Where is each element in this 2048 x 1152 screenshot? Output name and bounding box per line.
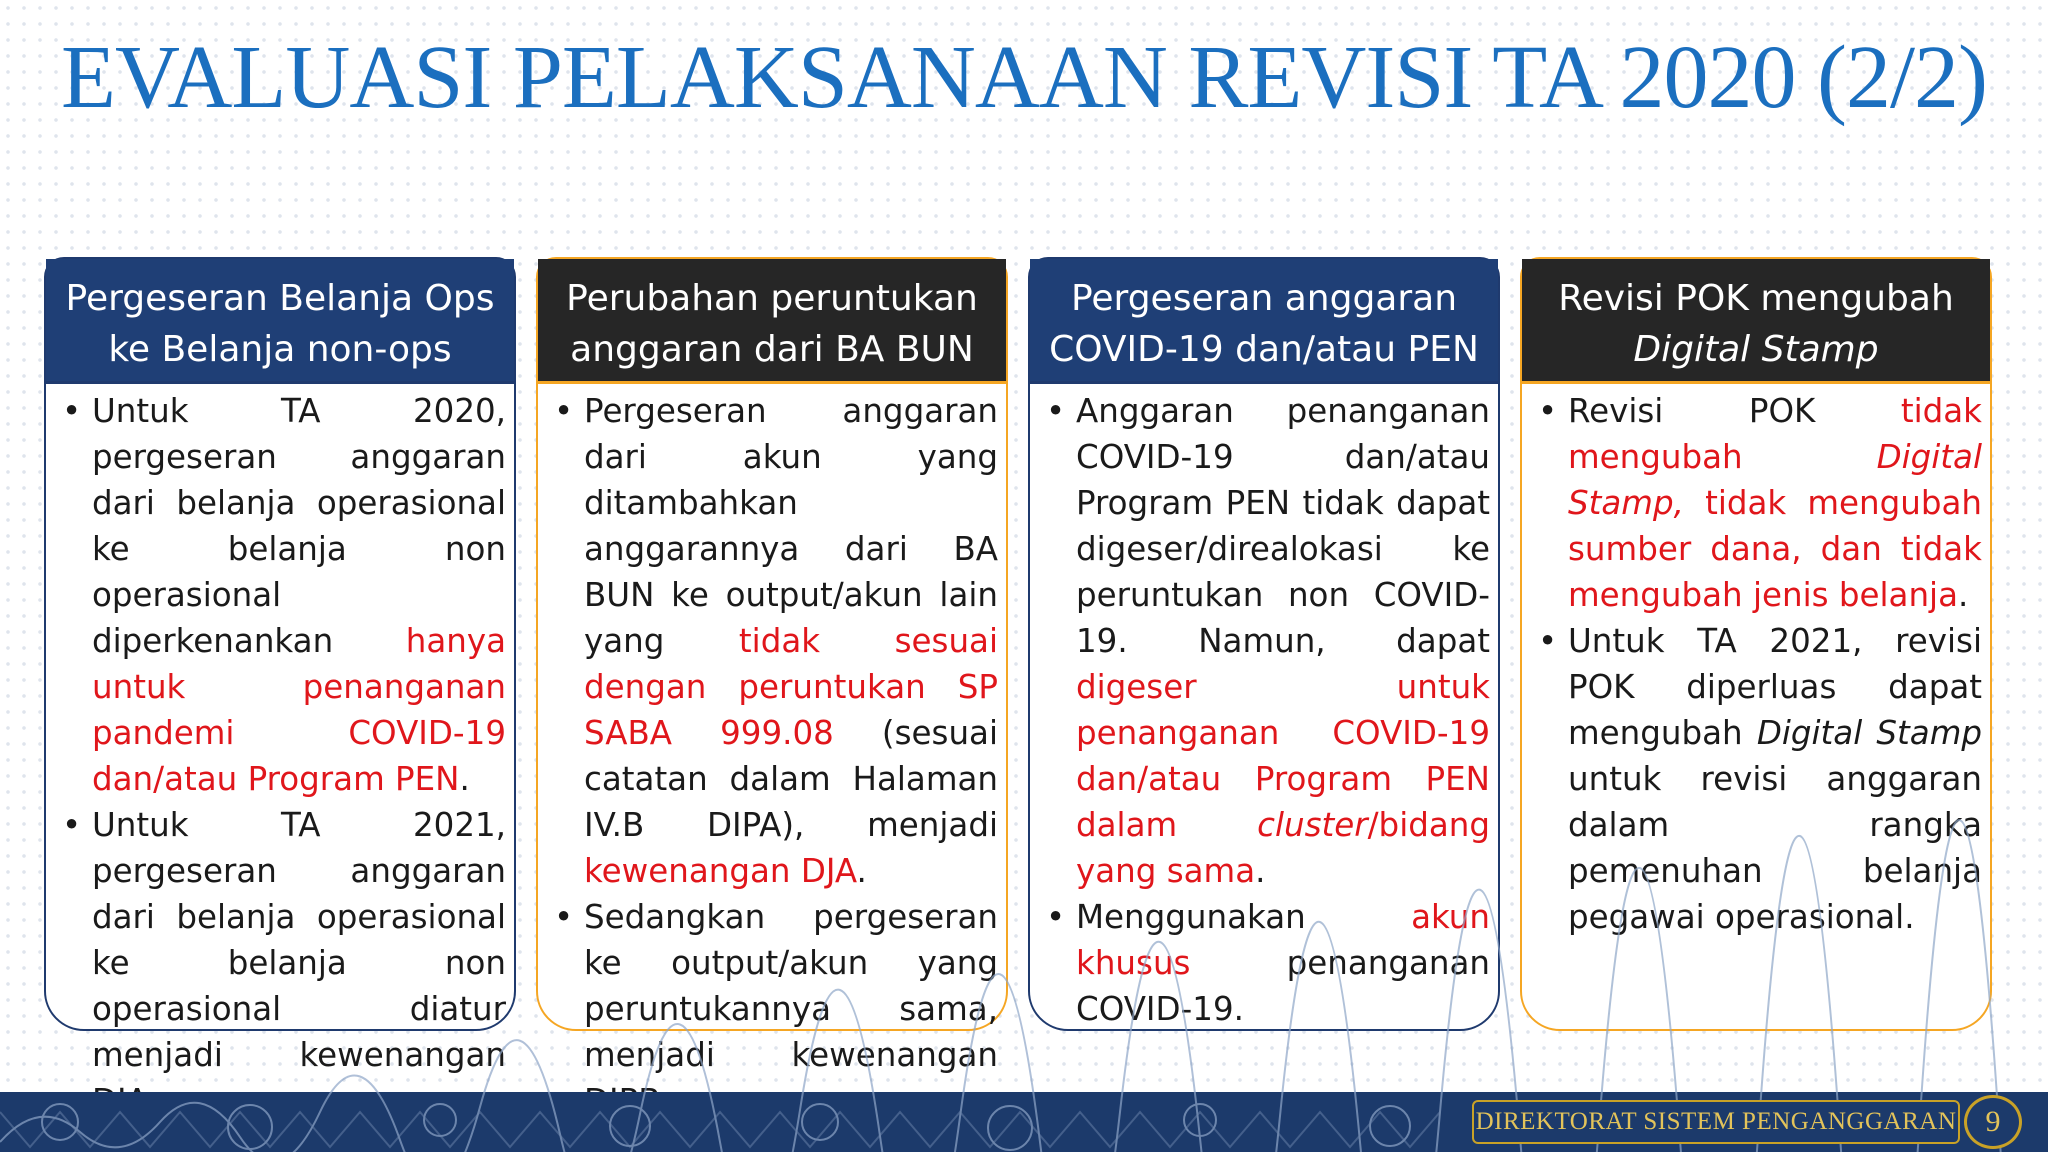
card-header-line-1: Perubahan peruntukan <box>566 278 978 319</box>
list-item: • Untuk TA 2021, pergeseran anggaran dari belanja operasional ke belanja non operasional diatur menjadi kewenangan <box>62 802 506 1124</box>
list-item: • Anggaran penanganan COVID-19 dan/atau Program PEN tidak dapat digeser/direalokasi ke peruntukan non COVID-19. Namun, dapat digeser untuk penanganan COVID-19 dan/atau Program PEN dalam cluster/bidang yang sama. <box>1046 388 1490 894</box>
page-number: 9 <box>1964 1095 2022 1149</box>
card-header <box>538 259 1006 384</box>
bullet-list <box>1522 384 1990 940</box>
list-item: • Untuk TA 2021, revisi POK diperluas dapat mengubah Digital Stamp untuk revisi anggaran dalam rangka pemenuhan belanja pegawai operasional. <box>1538 618 1982 940</box>
list-item: • Sedangkan pergeseran ke output/akun yang peruntukannya sama, menjadi kewenangan <box>554 894 998 1124</box>
card-header <box>46 259 514 384</box>
footer-directorate-label: DIREKTORAT SISTEM PENGANGGARAN <box>1472 1100 1960 1144</box>
card-revisi-pok <box>1520 257 1992 1031</box>
card-ba-bun <box>536 257 1008 1074</box>
card-covid-pen <box>1028 257 1500 1031</box>
list-item: • Revisi POK tidak mengubah Digital Stamp, tidak mengubah sumber dana, dan tidak mengubah jenis belanja. <box>1538 388 1982 618</box>
card-header-line-2: Digital Stamp <box>1633 329 1879 370</box>
slide-title: EVALUASI PELAKSANAAN REVISI TA 2020 (2/2) <box>61 28 1987 127</box>
card-header-line-1: Revisi POK mengubah <box>1558 278 1954 319</box>
card-header-line-1: Pergeseran Belanja Ops <box>65 278 495 319</box>
list-item: • Menggunakan akun khusus penanganan COVID-19. <box>1046 894 1490 1032</box>
card-belanja-ops <box>44 257 516 1074</box>
bullet-list <box>538 384 1006 1124</box>
list-item: • Untuk TA 2020, pergeseran anggaran dari belanja operasional ke belanja non operasional diperkenankan hanya untuk penanganan pandemi COVID-19 dan/atau Program PEN. <box>62 388 506 802</box>
card-header-line-2: COVID-19 dan/atau PEN <box>1049 329 1479 370</box>
card-header <box>1030 259 1498 384</box>
bullet-list <box>46 384 514 1124</box>
bullet-list <box>1030 384 1498 1032</box>
card-header-line-2: ke Belanja non-ops <box>108 329 452 370</box>
card-header-line-1: Pergeseran anggaran <box>1070 278 1458 319</box>
card-header-line-2: anggaran dari BA BUN <box>570 329 974 370</box>
card-header <box>1522 259 1990 384</box>
list-item: • Pergeseran anggaran dari akun yang ditambahkan anggarannya dari BA BUN ke output/akun lain yang tidak sesuai dengan peruntukan SP SABA 999.08 (sesuai catatan dalam Halaman IV.B DIPA), menjadi kewenangan DJA. <box>554 388 998 894</box>
